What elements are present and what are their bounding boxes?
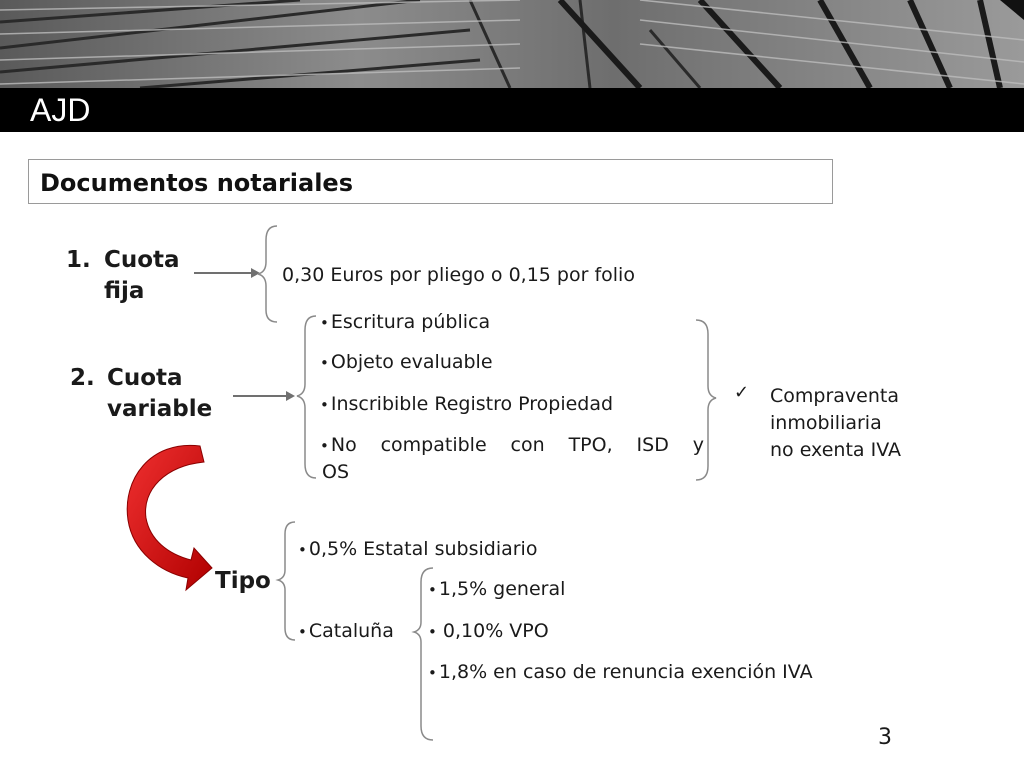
- title-bar: [0, 88, 1024, 132]
- bracket: [297, 316, 316, 478]
- condition-item: • No compatible con TPO, ISD y: [320, 432, 704, 459]
- section-title: Documentos notariales: [40, 169, 353, 197]
- condition-item: • Inscribible Registro Propiedad: [320, 391, 613, 418]
- section-box: [28, 159, 833, 204]
- condition-item-continuation: OS: [322, 461, 350, 483]
- bracket: [278, 522, 295, 640]
- item-2-number: 2.: [70, 365, 95, 391]
- cataluna-rate: • 0,10% VPO: [428, 620, 549, 642]
- check-note-line1: Compraventa: [770, 385, 899, 407]
- item-1-label-line2: fija: [104, 278, 145, 304]
- page-number: 3: [878, 725, 892, 750]
- header-building-image: [0, 0, 1024, 88]
- slide-title: AJD: [30, 92, 91, 128]
- item-1-label-line1: Cuota: [104, 247, 180, 273]
- check-note-line3: no exenta IVA: [770, 439, 901, 461]
- cuota-fija-value: 0,30 Euros por pliego o 0,15 por folio: [282, 264, 635, 286]
- condition-item: • Escritura pública: [320, 309, 490, 336]
- cataluna-rate: • 1,5% general: [428, 576, 565, 603]
- tipo-label: Tipo: [215, 568, 271, 594]
- bracket: [258, 226, 277, 322]
- check-icon: ✓: [734, 382, 750, 403]
- arrow-right-icon: [194, 268, 260, 278]
- item-2-label-line2: variable: [107, 396, 213, 422]
- item-1-number: 1.: [66, 247, 91, 273]
- condition-item: • Objeto evaluable: [320, 349, 493, 376]
- tipo-option: • 0,5% Estatal subsidiario: [298, 536, 537, 563]
- item-2-label-line1: Cuota: [107, 365, 183, 391]
- check-note-line2: inmobiliaria: [770, 412, 882, 434]
- tipo-option: • Cataluña: [298, 618, 394, 645]
- cataluna-rate: • 1,8% en caso de renuncia exención IVA: [428, 659, 813, 686]
- curved-arrow-icon: [127, 445, 212, 590]
- arrow-right-icon: [233, 391, 295, 401]
